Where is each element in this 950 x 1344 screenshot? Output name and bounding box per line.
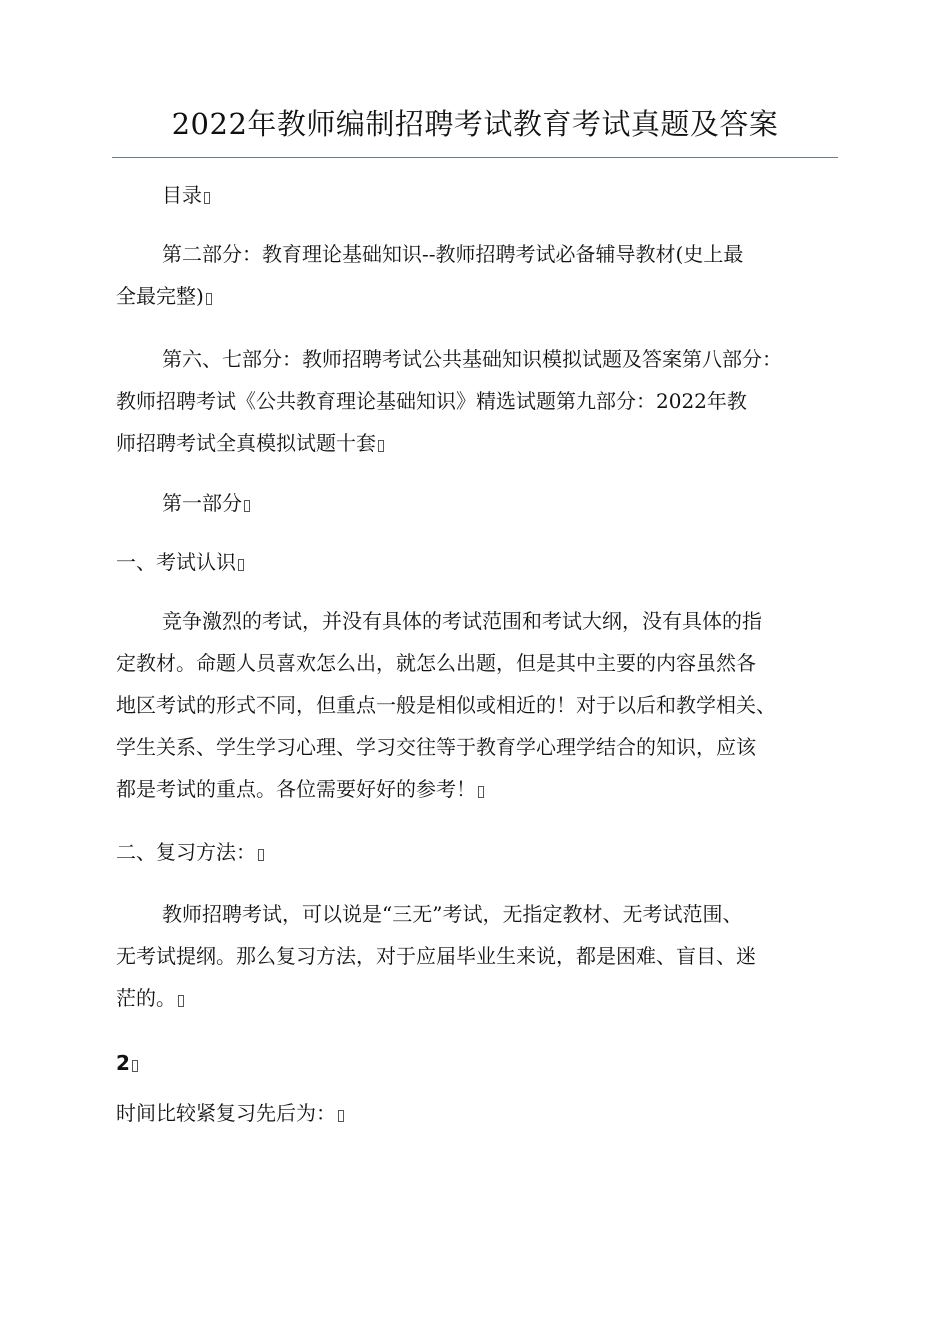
paragraph-mark-icon <box>338 1110 344 1122</box>
part6-paragraph <box>116 338 846 464</box>
section2-line-1: 教师招聘考试，可以说是“三无”考试，无指定教材、无考试范围、 <box>162 902 743 926</box>
toc-paragraph <box>116 174 892 216</box>
part6-line-1: 第六、七部分：教师招聘考试公共基础知识模拟试题及答案第八部分： <box>162 347 782 371</box>
paragraph-mark-icon <box>258 849 264 861</box>
section1-line-1: 竞争激烈的考试，并没有具体的考试范围和考试大纲，没有具体的指 <box>162 609 762 633</box>
section2-line-2: 无考试提纲。那么复习方法，对于应届毕业生来说，都是困难、盲目、迷 <box>116 944 756 968</box>
paragraph-mark-icon <box>244 500 250 512</box>
item2-number-line <box>116 1042 846 1084</box>
section2-heading-text: 二、复习方法： <box>116 840 256 864</box>
paragraph-mark-icon <box>132 1060 138 1072</box>
section2-heading <box>116 831 846 873</box>
item2-text-line <box>116 1092 846 1134</box>
document-title: 2022年教师编制招聘考试教育考试真题及答案 <box>171 107 779 141</box>
item2-number: 2 <box>116 1051 130 1075</box>
section1-heading <box>116 541 846 583</box>
part2-paragraph <box>116 233 846 317</box>
item2-text: 时间比较紧复习先后为： <box>116 1101 336 1125</box>
part6-line-2: 教师招聘考试《公共教育理论基础知识》精选试题第九部分：2022年教 <box>116 389 747 413</box>
section1-body <box>116 600 846 810</box>
part1-text: 第一部分 <box>162 491 242 515</box>
section2-body <box>116 893 846 1019</box>
toc-text: 目录 <box>162 183 202 207</box>
paragraph-mark-icon <box>238 559 244 571</box>
section1-line-3: 地区考试的形式不同，但重点一般是相似或相近的！对于以后和教学相关、 <box>116 693 776 717</box>
title-divider <box>112 157 838 158</box>
paragraph-mark-icon <box>478 786 484 798</box>
part2-line-2: 全最完整) <box>116 284 204 308</box>
paragraph-mark-icon <box>378 440 384 452</box>
part1-heading <box>116 482 892 524</box>
part2-line-1: 第二部分：教育理论基础知识--教师招聘考试必备辅导教材(史上最 <box>162 242 744 266</box>
part6-line-3: 师招聘考试全真模拟试题十套 <box>116 431 376 455</box>
paragraph-mark-icon <box>178 995 184 1007</box>
paragraph-mark-icon <box>206 293 212 305</box>
paragraph-mark-icon <box>204 192 210 204</box>
section2-line-3: 茫的。 <box>116 986 176 1010</box>
section1-heading-text: 一、考试认识 <box>116 550 236 574</box>
section1-line-4: 学生关系、学生学习心理、学习交往等于教育学心理学结合的知识，应该 <box>116 735 756 759</box>
section1-line-2: 定教材。命题人员喜欢怎么出，就怎么出题，但是其中主要的内容虽然各 <box>116 651 756 675</box>
section1-line-5: 都是考试的重点。各位需要好好的参考！ <box>116 777 476 801</box>
